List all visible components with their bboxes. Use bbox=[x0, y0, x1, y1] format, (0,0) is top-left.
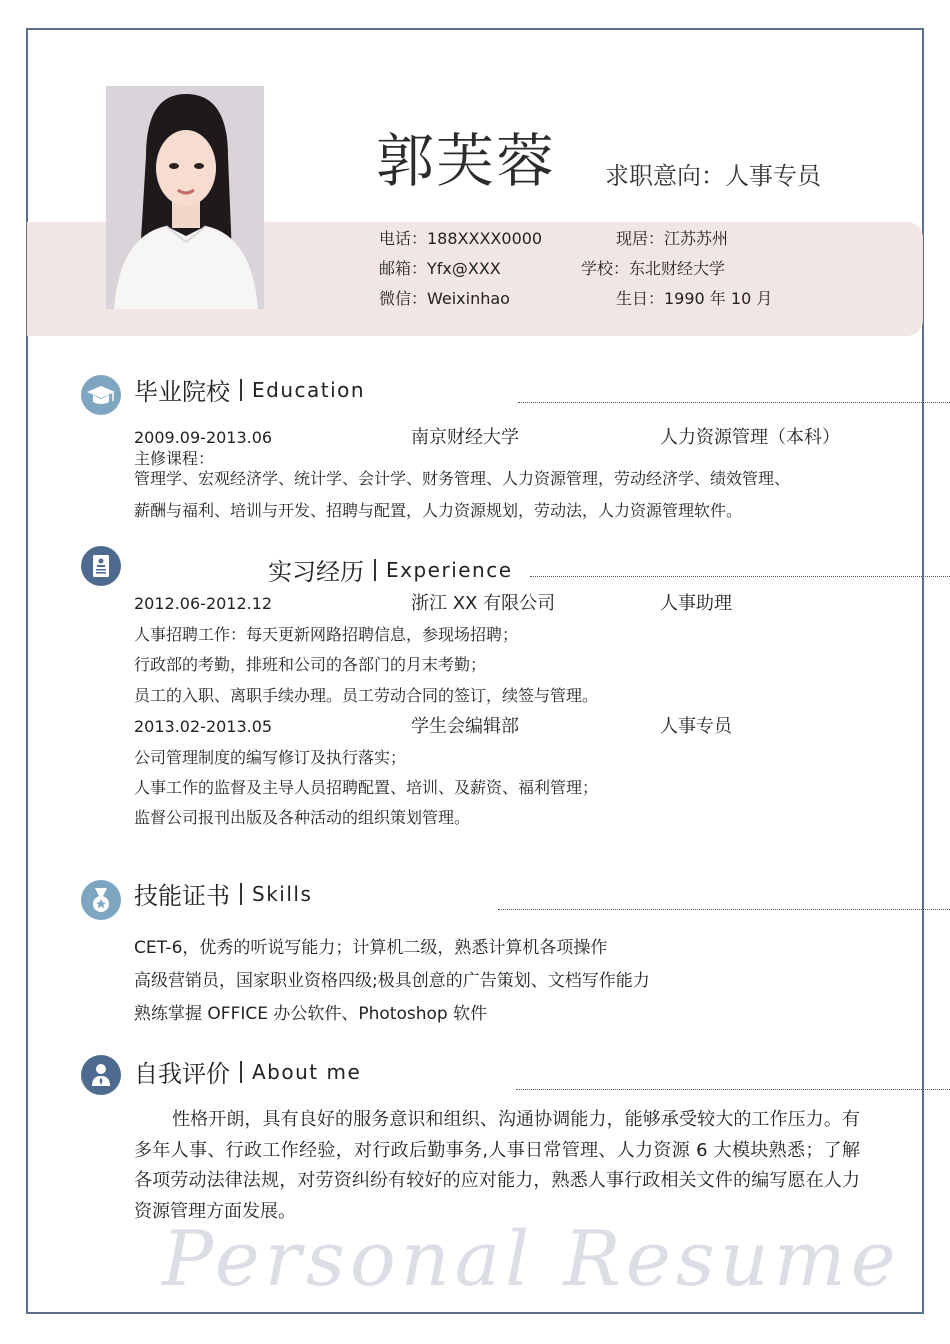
courses-line-1: 管理学、宏观经济学、统计学、会计学、财务管理、人力资源管理，劳动经济学、绩效管理、 bbox=[134, 469, 791, 488]
skills-heading bbox=[134, 876, 312, 911]
education-heading bbox=[134, 372, 365, 407]
about-title-en: About me bbox=[252, 1059, 362, 1084]
about-paragraph: 性格开朗，具有良好的服务意识和组织、沟通协调能力，能够承受较大的工作压力。有多年人事、行政工作经验，对行政后勤事务,人事日常管理、人力资源 6 大模块熟悉；了解各项劳动法律法规，对劳资纠纷有较好的应对能力，熟悉人事行政相关文件的编写愿在人力资源管理方面发展。 bbox=[134, 1109, 860, 1222]
about-heading bbox=[134, 1054, 361, 1089]
education-school: 南京财经大学 bbox=[411, 427, 519, 448]
residence-info: 现居：江苏苏州 bbox=[616, 229, 729, 248]
experience-title-en: Experience bbox=[386, 557, 513, 582]
courses-label: 主修课程： bbox=[134, 449, 215, 468]
job-2-line-3: 监督公司报刊出版及各种活动的组织策划管理。 bbox=[134, 808, 471, 827]
experience-heading bbox=[268, 552, 513, 587]
job-2-line-1: 公司管理制度的编写修订及执行落实； bbox=[134, 748, 407, 767]
job-1-period: 2012.06-2012.12 bbox=[134, 594, 273, 613]
skills-title-cn: 技能证书 bbox=[134, 882, 230, 910]
watermark-text: Personal Resume bbox=[162, 1214, 901, 1303]
skills-title-en: Skills bbox=[252, 881, 313, 906]
about-title-cn: 自我评价 bbox=[134, 1060, 230, 1088]
resume-document-icon bbox=[81, 546, 121, 586]
birthday-info: 生日：1990 年 10 月 bbox=[616, 289, 773, 308]
graduation-cap-icon bbox=[81, 375, 121, 415]
job-1-line-1: 人事招聘工作：每天更新网路招聘信息，参现场招聘； bbox=[134, 625, 519, 644]
job-2-line-2: 人事工作的监督及主导人员招聘配置、培训、及薪资、福利管理； bbox=[134, 778, 599, 797]
job-2-period: 2013.02-2013.05 bbox=[134, 717, 273, 736]
courses-line-2: 薪酬与福利、培训与开发、招聘与配置，人力资源规划，劳动法，人力资源管理软件。 bbox=[134, 501, 743, 520]
education-major: 人力资源管理（本科） bbox=[660, 427, 840, 448]
job-intent: 求职意向：人事专员 bbox=[605, 162, 821, 190]
heading-divider bbox=[374, 559, 376, 581]
education-title-en: Education bbox=[252, 377, 366, 402]
school-info: 学校：东北财经大学 bbox=[581, 259, 726, 278]
heading-divider bbox=[240, 883, 242, 905]
dotted-rule bbox=[516, 1089, 950, 1090]
heading-divider bbox=[240, 379, 242, 401]
education-title-cn: 毕业院校 bbox=[134, 378, 230, 406]
experience-title-cn: 实习经历 bbox=[268, 558, 364, 586]
dotted-rule bbox=[530, 576, 950, 577]
profile-photo bbox=[106, 86, 264, 309]
skills-line-3: 熟练掌握 OFFICE 办公软件、Photoshop 软件 bbox=[134, 1004, 488, 1024]
wechat-info: 微信：Weixinhao bbox=[379, 289, 510, 308]
education-period: 2009.09-2013.06 bbox=[134, 428, 273, 447]
job-1-line-3: 员工的入职、离职手续办理。员工劳动合同的签订，续签与管理。 bbox=[134, 686, 599, 705]
dotted-rule bbox=[498, 909, 950, 910]
job-2-org: 学生会编辑部 bbox=[411, 716, 519, 737]
person-icon bbox=[81, 1055, 121, 1095]
job-2-role: 人事专员 bbox=[660, 716, 732, 737]
heading-divider bbox=[240, 1061, 242, 1083]
job-1-org: 浙江 XX 有限公司 bbox=[411, 593, 556, 614]
medal-icon bbox=[81, 880, 121, 920]
skills-line-2: 高级营销员，国家职业资格四级;极具创意的广告策划、文档写作能力 bbox=[134, 971, 650, 991]
email-info: 邮箱：Yfx@XXX bbox=[379, 259, 501, 278]
skills-line-1: CET-6，优秀的听说写能力；计算机二级，熟悉计算机各项操作 bbox=[134, 938, 608, 958]
job-1-role: 人事助理 bbox=[660, 593, 732, 614]
dotted-rule bbox=[518, 402, 950, 403]
phone-info: 电话：188XXXX0000 bbox=[379, 229, 543, 248]
job-1-line-2: 行政部的考勤，排班和公司的各部门的月末考勤； bbox=[134, 655, 487, 674]
candidate-name: 郭芙蓉 bbox=[376, 127, 557, 195]
